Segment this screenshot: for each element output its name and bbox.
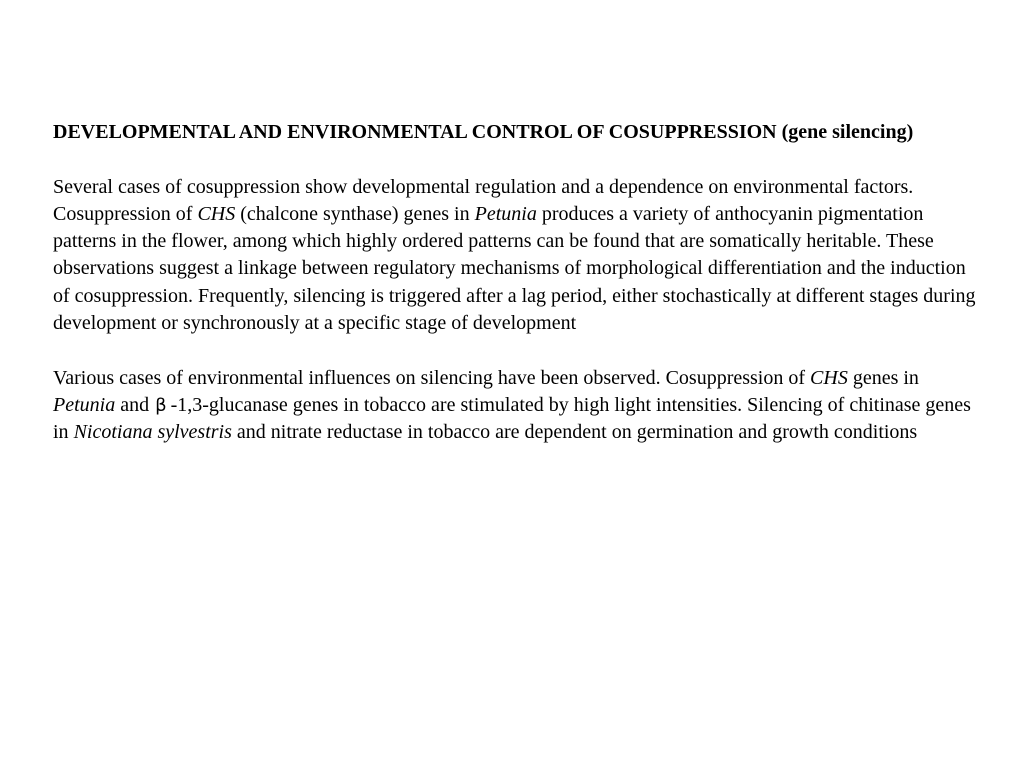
slide-content	[53, 119, 983, 447]
paragraph2-chs-term: CHS	[810, 366, 848, 389]
paragraph2-text-1: Various cases of environmental influences on silencing have been observed. Cosuppression of	[53, 366, 811, 389]
paragraph2-text-4: -1,3-glucanase genes in tobacco are stimulated by high light intensities. Silencing of chitinase genes in	[53, 393, 971, 444]
paragraph2-text-3: and	[115, 393, 150, 416]
paragraph-environmental-influences	[53, 365, 983, 447]
paragraph1-text-3: produces a variety of anthocyanin pigmentation patterns in the flower, among which highly ordered patterns can be found that are somatically heritable. These observations suggest a linkage between regulatory mechanisms of morphological differentiation and the induction of cosuppression. Frequently, silencing is triggered after a lag period, either stochastically at different stages during development or synchronously at a specific stage of development	[53, 202, 976, 335]
beta-symbol: β	[155, 394, 167, 416]
slide-title: DEVELOPMENTAL AND ENVIRONMENTAL CONTROL OF COSUPPRESSION (gene silencing)	[53, 121, 914, 143]
paragraph1-petunia-term: Petunia	[474, 202, 537, 225]
paragraph1-text-2: (chalcone synthase) genes in	[235, 202, 475, 225]
paragraph2-nicotiana-term: Nicotiana sylvestris	[73, 421, 232, 444]
paragraph2-text-2: genes in	[847, 366, 919, 389]
paragraph2-text-5: and nitrate reductase in tobacco are dependent on germination and growth conditions	[231, 421, 918, 444]
paragraph1-text-1: Several cases of cosuppression show developmental regulation and a dependence on environmental factors. Cosuppression of	[53, 175, 914, 225]
paragraph-developmental-regulation	[53, 174, 983, 338]
paragraph2-petunia-term: Petunia	[53, 393, 116, 416]
paragraph1-chs-term: CHS	[197, 202, 236, 225]
